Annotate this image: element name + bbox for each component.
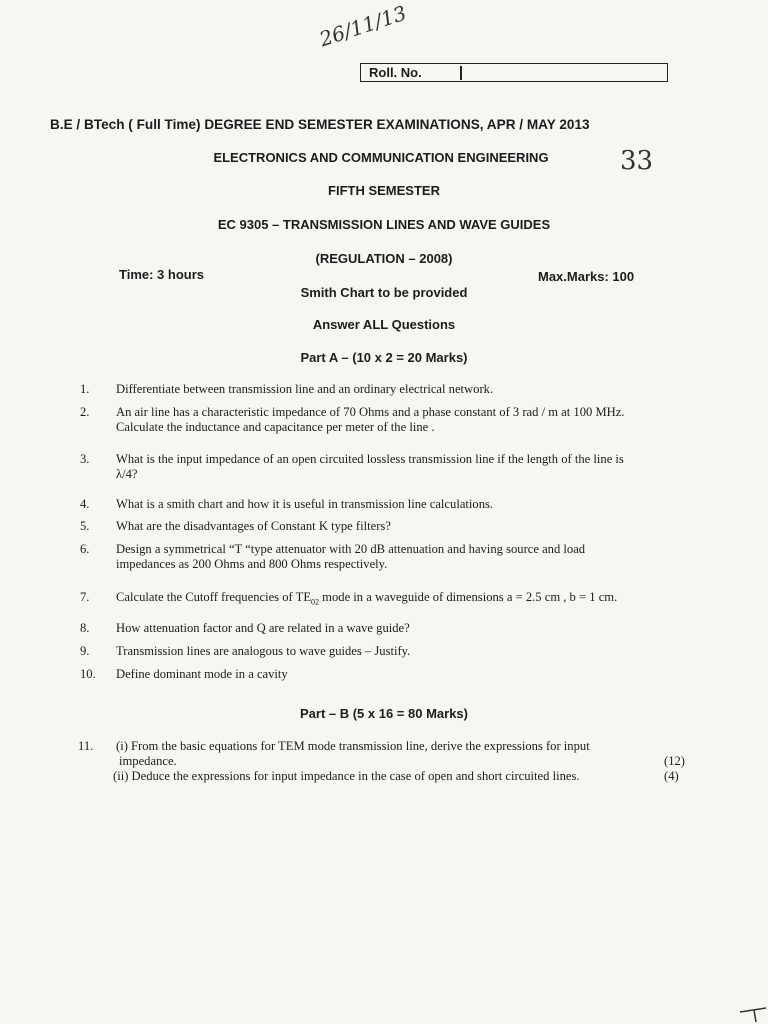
question-text: Transmission lines are analogous to wave guides – Justify. (116, 644, 411, 658)
roll-number-divider (460, 66, 462, 80)
question-11-i-marks: (12) (664, 754, 685, 768)
instruction: Answer ALL Questions (312, 317, 456, 332)
question-number: 7. (80, 590, 90, 604)
question-number: 11. (78, 739, 94, 753)
corner-mark (738, 1004, 768, 1024)
roll-number-label: Roll. No. (369, 65, 422, 80)
question-number: 8. (80, 621, 90, 635)
question-11-i-line-1: (i) From the basic equations for TEM mode transmission line, derive the expressions for input (116, 739, 590, 753)
question-number: 2. (80, 405, 90, 419)
question-number: 4. (80, 497, 90, 511)
question-text: How attenuation factor and Q are related in a wave guide? (116, 621, 410, 635)
question-number: 10. (80, 667, 96, 681)
smith-chart-note: Smith Chart to be provided (300, 285, 468, 300)
department: ELECTRONICS AND COMMUNICATION ENGINEERING (213, 150, 549, 165)
question-number: 1. (80, 382, 90, 396)
course-title: EC 9305 – TRANSMISSION LINES AND WAVE GUIDES (217, 217, 551, 232)
part-a-title: Part A – (10 x 2 = 20 Marks) (300, 350, 468, 365)
question-number: 3. (80, 452, 90, 466)
regulation: (REGULATION – 2008) (315, 251, 453, 266)
question-text-pre: Calculate the Cutoff frequencies of TE (116, 590, 312, 604)
question-text: What is a smith chart and how it is useful in transmission line calculations. (116, 497, 494, 511)
question-text (116, 590, 617, 610)
question-number: 9. (80, 644, 90, 658)
handwritten-number: 33 (620, 146, 654, 176)
question-text-line-2: λ/4? (116, 467, 138, 481)
question-text-post: mode in a waveguide of dimensions a = 2.5 cm , b = 1 cm. (319, 590, 618, 604)
handwritten-date: 26/11/13 (316, 0, 410, 52)
max-marks: Max.Marks: 100 (538, 269, 635, 284)
question-number: 5. (80, 519, 90, 533)
mode-subscript: 02 (311, 597, 320, 607)
question-11-ii-line: (ii) Deduce the expressions for input impedance in the case of open and short circuited lines. (113, 769, 580, 783)
question-text-line-1: Design a symmetrical “T “type attenuator with 20 dB attenuation and having source and load (116, 542, 586, 556)
exam-title: B.E / BTech ( Full Time) DEGREE END SEMESTER EXAMINATIONS, APR / MAY 2013 (50, 117, 590, 132)
question-11-i-line-2: impedance. (119, 754, 177, 768)
part-b-title: Part – B (5 x 16 = 80 Marks) (299, 706, 468, 721)
question-text: Define dominant mode in a cavity (116, 667, 288, 681)
roll-number-box (360, 63, 668, 82)
question-text-line-2: Calculate the inductance and capacitance per meter of the line . (116, 420, 435, 434)
semester: FIFTH SEMESTER (328, 183, 440, 198)
time-allowed: Time: 3 hours (119, 267, 205, 282)
question-text: Differentiate between transmission line and an ordinary electrical network. (116, 382, 494, 396)
question-text: What are the disadvantages of Constant K type filters? (116, 519, 391, 533)
question-11-ii-marks: (4) (664, 769, 679, 783)
question-text-line-1: What is the input impedance of an open circuited lossless transmission line if the length of the line is (116, 452, 624, 466)
question-number: 6. (80, 542, 90, 556)
question-text-line-2: impedances as 200 Ohms and 800 Ohms respectively. (116, 557, 388, 571)
question-text-line-1: An air line has a characteristic impedance of 70 Ohms and a phase constant of 3 rad / m at 100 MHz. (116, 405, 625, 419)
